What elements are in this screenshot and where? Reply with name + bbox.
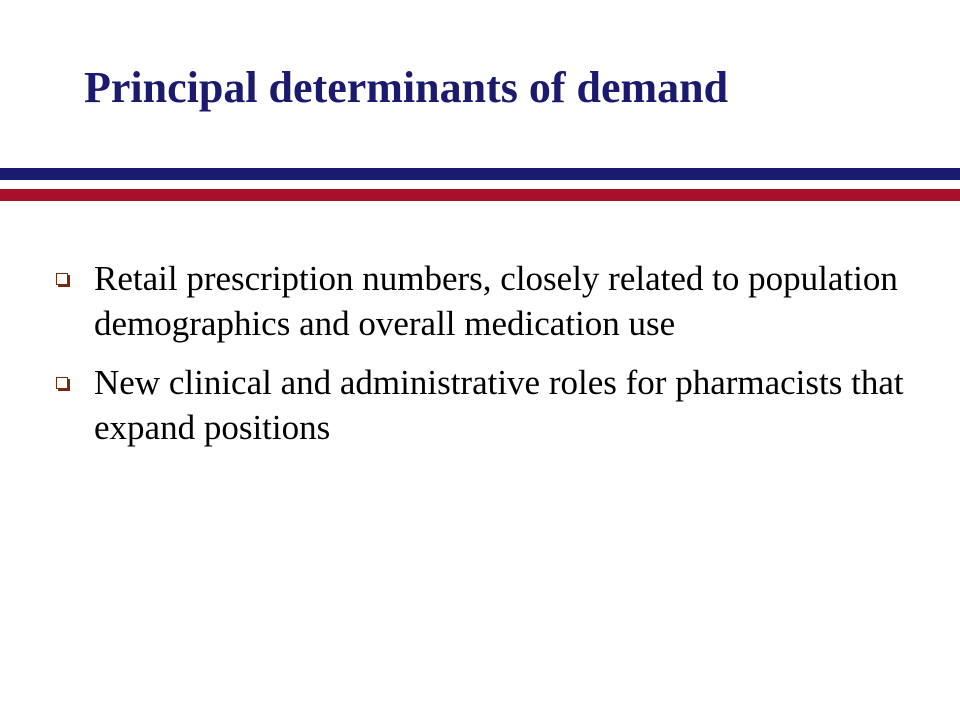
slide-title: Principal determinants of demand bbox=[84, 63, 729, 112]
bullet-item bbox=[52, 256, 932, 346]
title-divider-bottom bbox=[0, 189, 960, 201]
bullet-text: Retail prescription numbers, closely related to population demographics and overall medication use bbox=[94, 259, 898, 343]
square-bullet-icon bbox=[56, 377, 68, 389]
square-bullet-icon bbox=[56, 273, 68, 285]
bullet-list bbox=[52, 256, 932, 464]
bullet-text: New clinical and administrative roles for pharmacists that expand positions bbox=[94, 363, 904, 447]
title-divider-top bbox=[0, 168, 960, 180]
bullet-item bbox=[52, 360, 932, 450]
